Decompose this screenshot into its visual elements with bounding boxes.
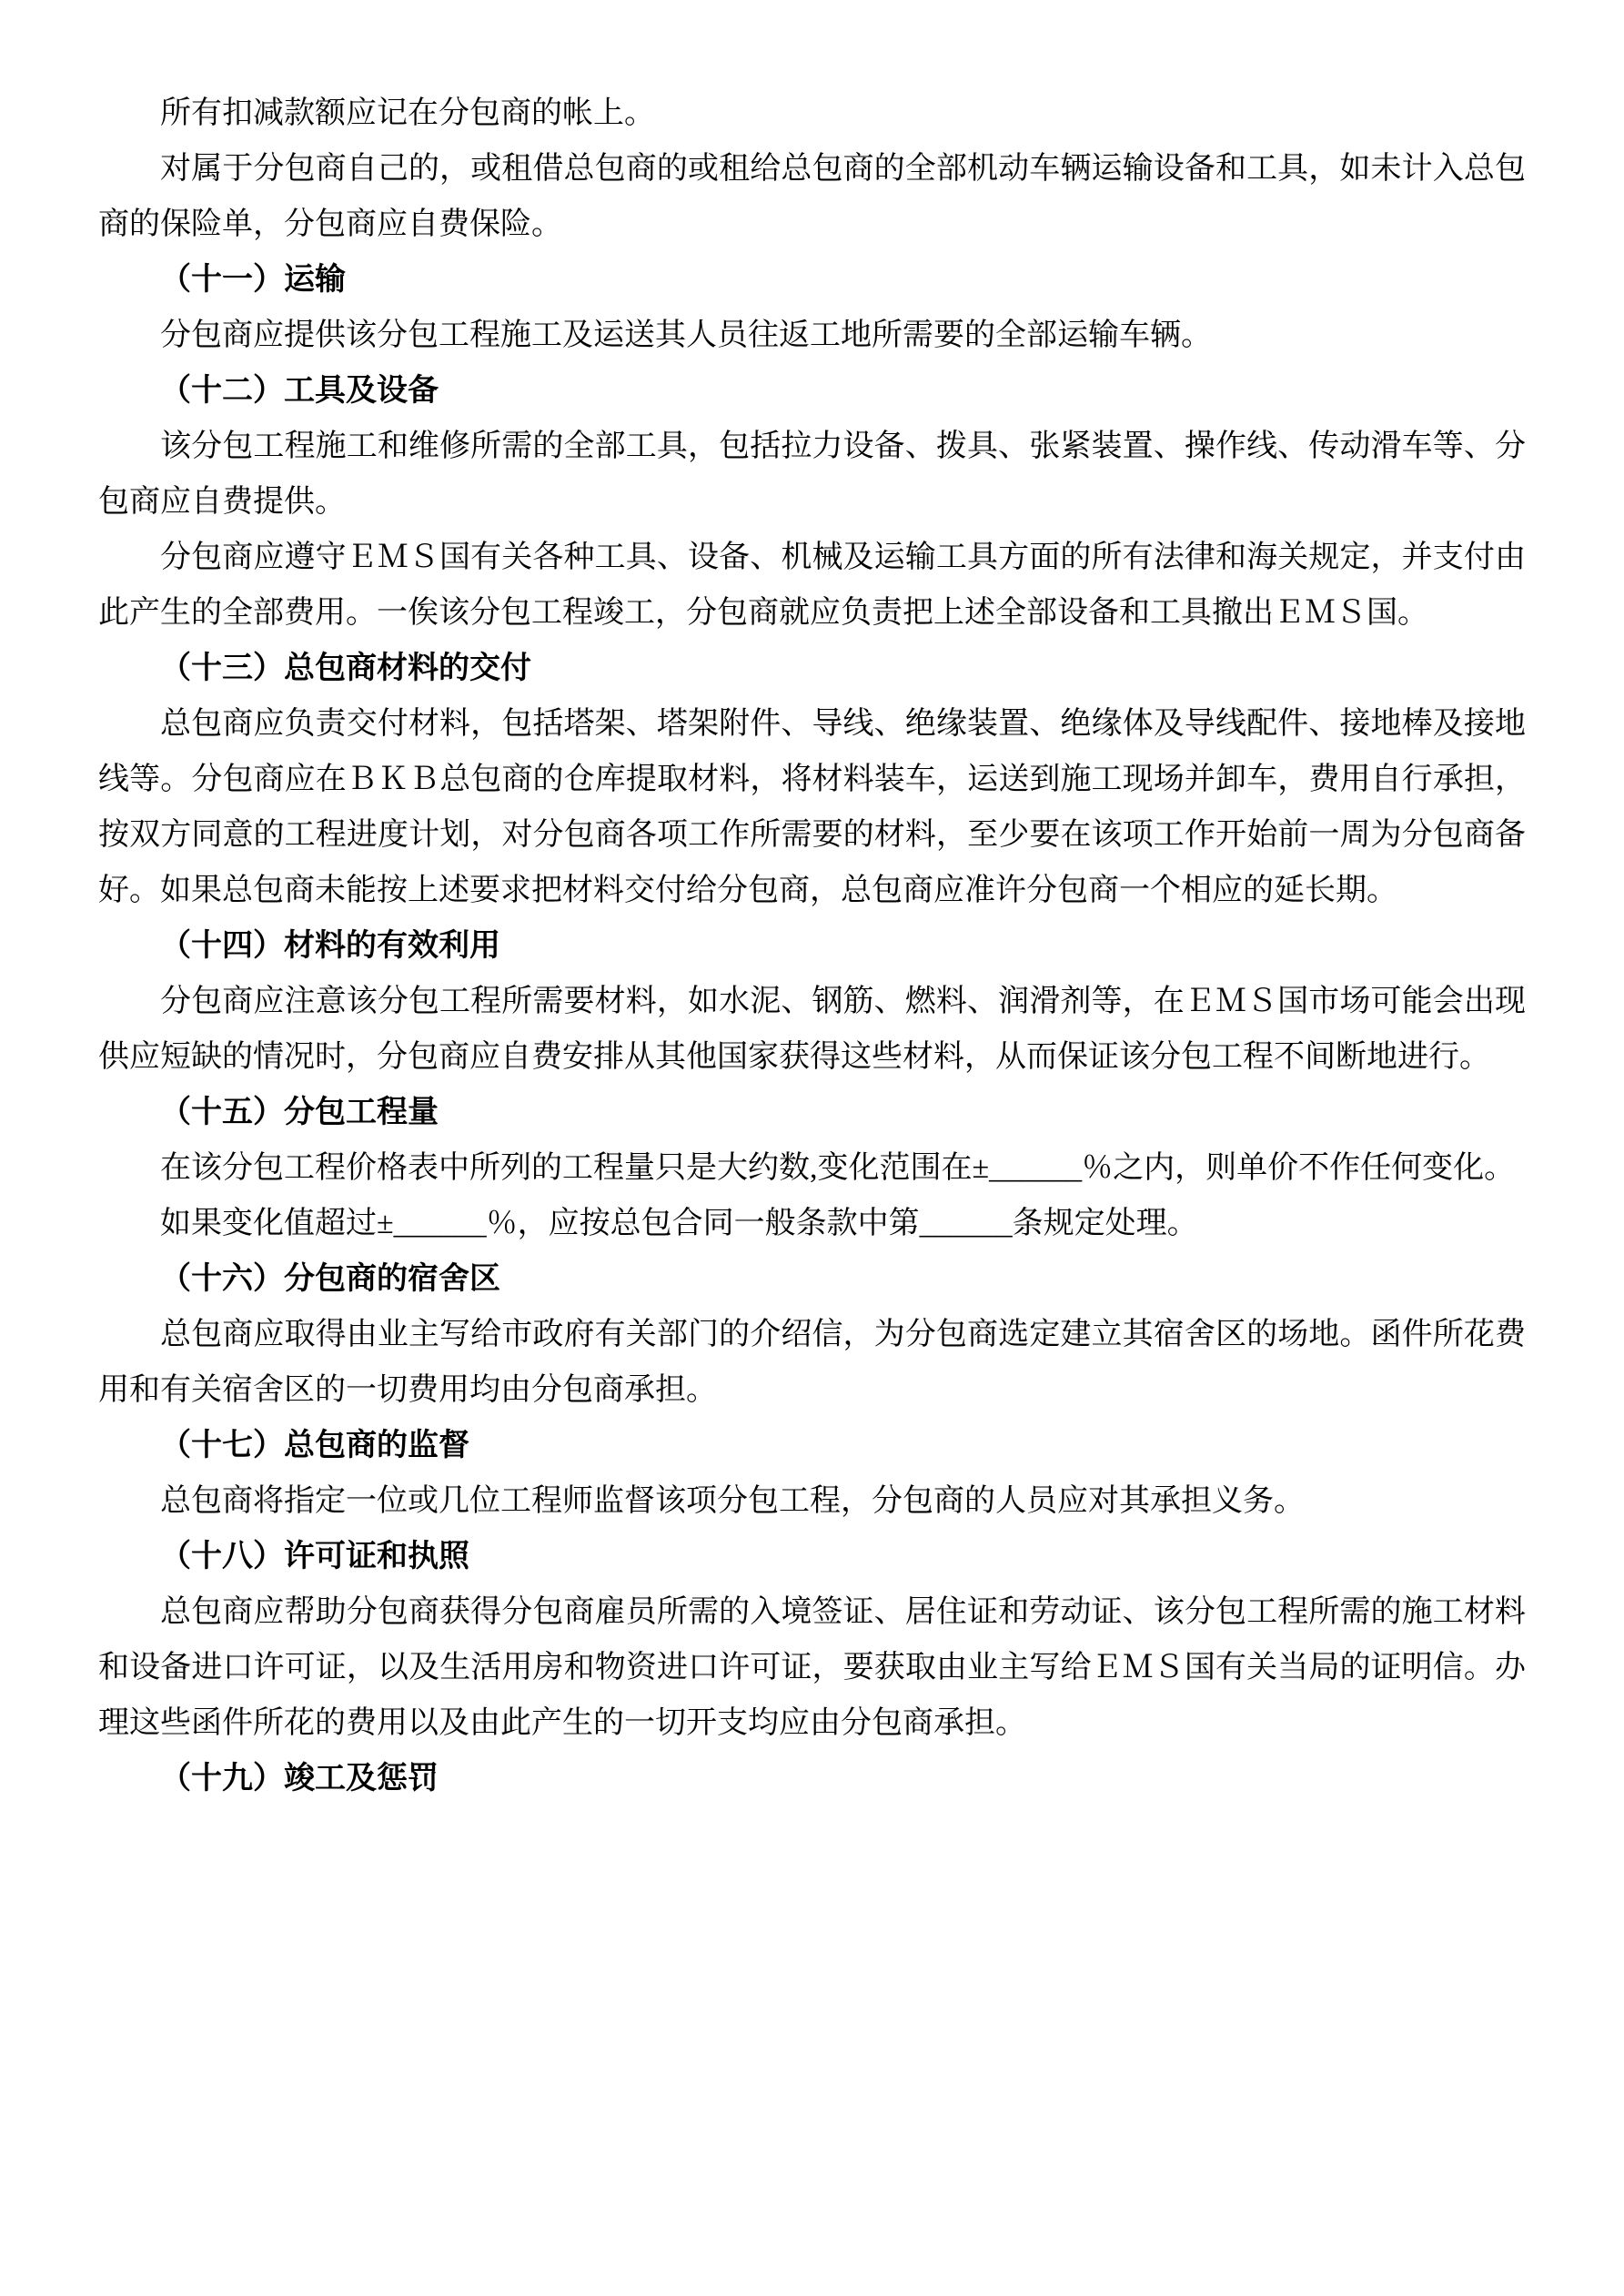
paragraph: 该分包工程施工和维修所需的全部工具，包括拉力设备、拨具、张紧装置、操作线、传动滑车等、分包商应自费提供。 <box>98 430 1526 519</box>
paragraph: 分包商应注意该分包工程所需要材料，如水泥、钢筋、燃料、润滑剂等，在ＥＭＳ国市场可能会出现供应短缺的情况时，分包商应自费安排从其他国家获得这些材料，从而保证该分包工程不间断地进行。 <box>98 985 1526 1074</box>
paragraph: 所有扣减款额应记在分包商的帐上。 <box>160 96 655 130</box>
paragraph: 总包商应帮助分包商获得分包商雇员所需的入境签证、居住证和劳动证、该分包工程所需的施工材料和设备进口许可证，以及生活用房和物资进口许可证，要获取由业主写给ＥＭＳ国有关当局的证明信。办理这些函件所花的费用以及由此产生的一切开支均应由分包商承担。 <box>98 1595 1526 1740</box>
section-heading-13: （十三）总包商材料的交付 <box>160 651 531 685</box>
document-body <box>98 86 1526 1806</box>
section-heading-16: （十六）分包商的宿舍区 <box>160 1261 500 1296</box>
section-heading-11: （十一）运输 <box>160 262 346 297</box>
section-heading-12: （十二）工具及设备 <box>160 373 439 408</box>
section-heading-19: （十九）竣工及惩罚 <box>160 1761 439 1795</box>
paragraph: 总包商应取得由业主写给市政府有关部门的介绍信，为分包商选定建立其宿舍区的场地。函件所花费用和有关宿舍区的一切费用均由分包商承担。 <box>98 1318 1526 1407</box>
paragraph: 分包商应提供该分包工程施工及运送其人员往返工地所需要的全部运输车辆。 <box>160 319 1212 352</box>
paragraph: 总包商应负责交付材料，包括塔架、塔架附件、导线、绝缘装置、绝缘体及导线配件、接地棒及接地线等。分包商应在ＢＫＢ总包商的仓库提取材料，将材料装车，运送到施工现场并卸车，费用自行承担，按双方同意的工程进度计划，对分包商各项工作所需要的材料，至少要在该项工作开始前一周为分包商备好。如果总包商未能按上述要求把材料交付给分包商，总包商应准许分包商一个相应的延长期。 <box>98 707 1526 907</box>
paragraph: 在该分包工程价格表中所列的工程量只是大约数,变化范围在±______％之内，则单价不作任何变化。 <box>160 1151 1516 1185</box>
section-heading-17: （十七）总包商的监督 <box>160 1428 469 1462</box>
paragraph: 如果变化值超过±______％，应按总包合同一般条款中第______条规定处理。 <box>160 1207 1198 1240</box>
section-heading-18: （十八）许可证和执照 <box>160 1539 469 1573</box>
paragraph: 总包商将指定一位或几位工程师监督该项分包工程，分包商的人员应对其承担义务。 <box>160 1484 1305 1518</box>
paragraph: 分包商应遵守ＥＭＳ国有关各种工具、设备、机械及运输工具方面的所有法律和海关规定，并支付由此产生的全部费用。一俟该分包工程竣工，分包商就应负责把上述全部设备和工具撤出ＥＭＳ国。 <box>98 541 1526 630</box>
paragraph: 对属于分包商自己的，或租借总包商的或租给总包商的全部机动车辆运输设备和工具，如未计入总包商的保险单，分包商应自费保险。 <box>98 152 1526 241</box>
section-heading-15: （十五）分包工程量 <box>160 1095 439 1129</box>
section-heading-14: （十四）材料的有效利用 <box>160 928 500 963</box>
